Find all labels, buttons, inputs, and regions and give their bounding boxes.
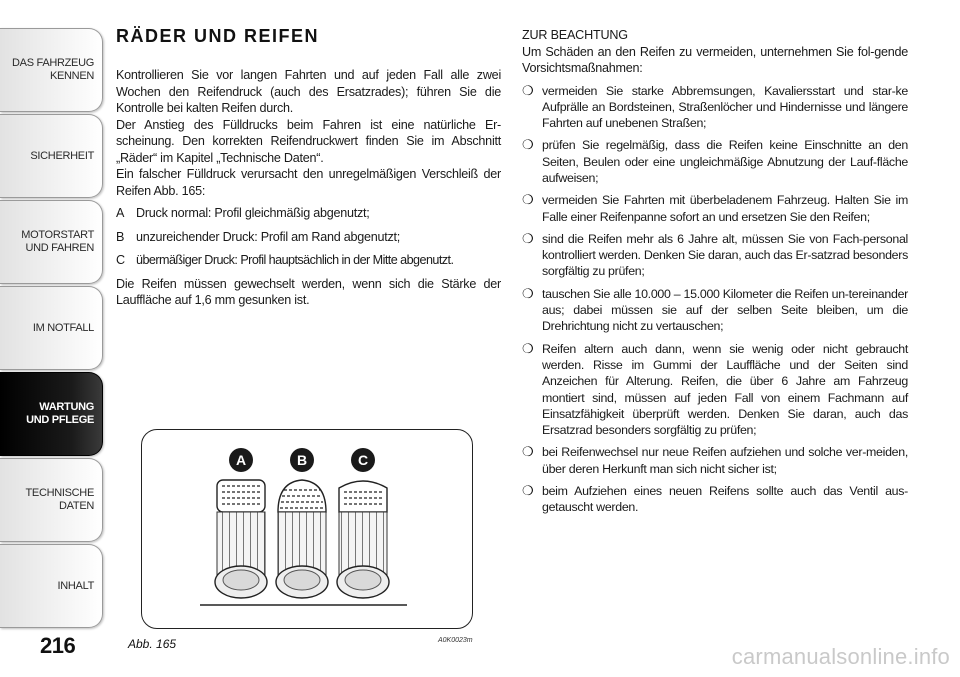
bullet-text: vermeiden Sie Fahrten mit überbeladenem Fahrzeug. Halten Sie im Falle einer Reifenpanne sofort an und ersetzen Sie den Reifen;	[542, 193, 908, 224]
svg-text:B: B	[296, 452, 308, 468]
list-item	[522, 286, 908, 335]
tyre-b-icon	[276, 480, 328, 598]
bullet-circle-icon: ❍	[522, 192, 534, 208]
tab-im-notfall[interactable]: IM NOTFALL	[0, 286, 103, 370]
bullet-circle-icon: ❍	[522, 483, 534, 499]
list-item	[522, 483, 908, 516]
tab-motorstart[interactable]: MOTORSTART UND FAHREN	[0, 200, 103, 284]
list-text: unzureichender Druck: Profil am Rand abgenutzt;	[136, 229, 401, 244]
note-intro: Um Schäden an den Reifen zu vermeiden, unternehmen Sie fol-gende Vorsichtsmaßnahmen:	[522, 44, 908, 75]
list-item	[522, 341, 908, 439]
tyre-wear-figure	[141, 429, 473, 629]
list-text: übermäßiger Druck: Profil hauptsächlich in der Mitte abgenutzt.	[136, 253, 454, 267]
list-item	[522, 192, 908, 225]
paragraph-tread-depth: Die Reifen müssen gewechselt werden, wenn sich die Stärke der Lauffläche auf 1,6 mm gesunken ist.	[116, 276, 501, 307]
tab-inhalt[interactable]: INHALT	[0, 544, 103, 628]
list-key: A	[116, 206, 125, 220]
bullet-text: tauschen Sie alle 10.000 – 15.000 Kilometer die Reifen un-tereinander aus; dabei müssen sie auf der selben Seite bleiben, um die Drehrichtung nicht zu vertauschen;	[542, 286, 908, 334]
list-item	[522, 444, 908, 477]
badge-c	[351, 448, 375, 472]
bullet-text: beim Aufziehen eines neuen Reifens sollte auch das Ventil aus-getauscht werden.	[542, 484, 908, 515]
bullet-text: vermeiden Sie starke Abbremsungen, Kavaliersstart und star-ke Aufprälle an Bordsteinen, Straßenlöcher und Hindernisse und längere Fahrten auf unebenen Straßen;	[542, 83, 908, 131]
list-item	[116, 252, 501, 269]
list-key: C	[116, 253, 125, 267]
bullet-circle-icon: ❍	[522, 82, 534, 98]
wear-list	[116, 205, 501, 269]
list-item	[522, 137, 908, 186]
svg-text:C: C	[357, 452, 369, 468]
list-key: B	[116, 229, 125, 244]
bullet-circle-icon: ❍	[522, 137, 534, 153]
bullet-circle-icon: ❍	[522, 285, 534, 301]
bullet-text: prüfen Sie regelmäßig, dass die Reifen keine Einschnitte an den Seiten, Beulen oder eine ungleichmäßige Abnutzung der Lauf-fläche aufweisen;	[542, 138, 908, 185]
watermark: carmanualsonline.info	[731, 644, 950, 669]
page-number: 216	[40, 633, 76, 658]
list-item	[116, 229, 501, 246]
bullet-circle-icon: ❍	[522, 444, 534, 460]
paragraph-pressure-increase: Der Anstieg des Fülldrucks beim Fahren ist eine natürliche Er-scheinung. Den korrekten Reifendruckwert finden Sie im Abschnitt „Räder“ im Kapitel „Technische Daten“.	[116, 117, 501, 165]
paragraph-pressure-check: Kontrollieren Sie vor langen Fahrten und auf jeden Fall alle zwei Wochen den Reifendruck (auch des Ersatzrades); führen Sie die Kontrolle bei kalten Reifen durch.	[116, 68, 501, 115]
bullet-circle-icon: ❍	[522, 230, 534, 246]
figure-caption: Abb. 165	[128, 637, 177, 651]
page-title: RÄDER UND REIFEN	[116, 26, 320, 46]
bullet-circle-icon: ❍	[522, 340, 534, 356]
bullet-text: sind die Reifen mehr als 6 Jahre alt, müssen Sie von Fach-personal kontrolliert werden. Denken Sie daran, auch das Er-satzrad besonders sorgfältig zu prüfen;	[542, 231, 908, 279]
svg-text:A: A	[235, 452, 247, 468]
list-item	[522, 83, 908, 132]
bullet-text: Reifen altern auch dann, wenn sie wenig oder nicht gebraucht werden. Risse im Gummi der Lauffläche und der Seiten sind Anzeichen für Alterung. Reifen, die über 6 Jahre am Fahrzeug montiert sind, müssen auf jeden Fall von einem Fachmann auf Einsatzfähigkeit überprüft werden. Denken Sie daran, auch das Ersatzrad besonders sorgfältig zu prüfen;	[542, 341, 908, 438]
badge-a	[229, 448, 253, 472]
bullet-text: bei Reifenwechsel nur neue Reifen aufziehen und solche ver-meiden, über deren Herkunft man sich nicht sicher ist;	[542, 445, 908, 476]
paragraph-wrong-pressure: Ein falscher Fülldruck verursacht den unregelmäßigen Verschleiß der Reifen Abb. 165:	[116, 167, 501, 198]
note-bullets	[522, 83, 908, 516]
tyre-a-icon	[215, 480, 267, 598]
tyre-c-icon	[337, 481, 389, 598]
note-heading: ZUR BEACHTUNG	[522, 28, 628, 42]
tyre-wear-illustration	[142, 430, 474, 630]
badge-b	[290, 448, 314, 472]
right-column	[522, 27, 908, 522]
figure-code: A0K0023m	[438, 637, 473, 644]
list-item	[522, 231, 908, 280]
tab-sicherheit[interactable]: SICHERHEIT	[0, 114, 103, 198]
tab-wartung-und-pflege[interactable]: WARTUNG UND PFLEGE	[0, 372, 103, 456]
list-item	[116, 205, 501, 222]
list-text: Druck normal: Profil gleichmäßig abgenutzt;	[136, 206, 370, 220]
left-column	[116, 26, 501, 309]
tab-technische-daten[interactable]: TECHNISCHE DATEN	[0, 458, 103, 542]
tab-das-fahrzeug-kennen[interactable]: DAS FAHRZEUG KENNEN	[0, 28, 103, 112]
